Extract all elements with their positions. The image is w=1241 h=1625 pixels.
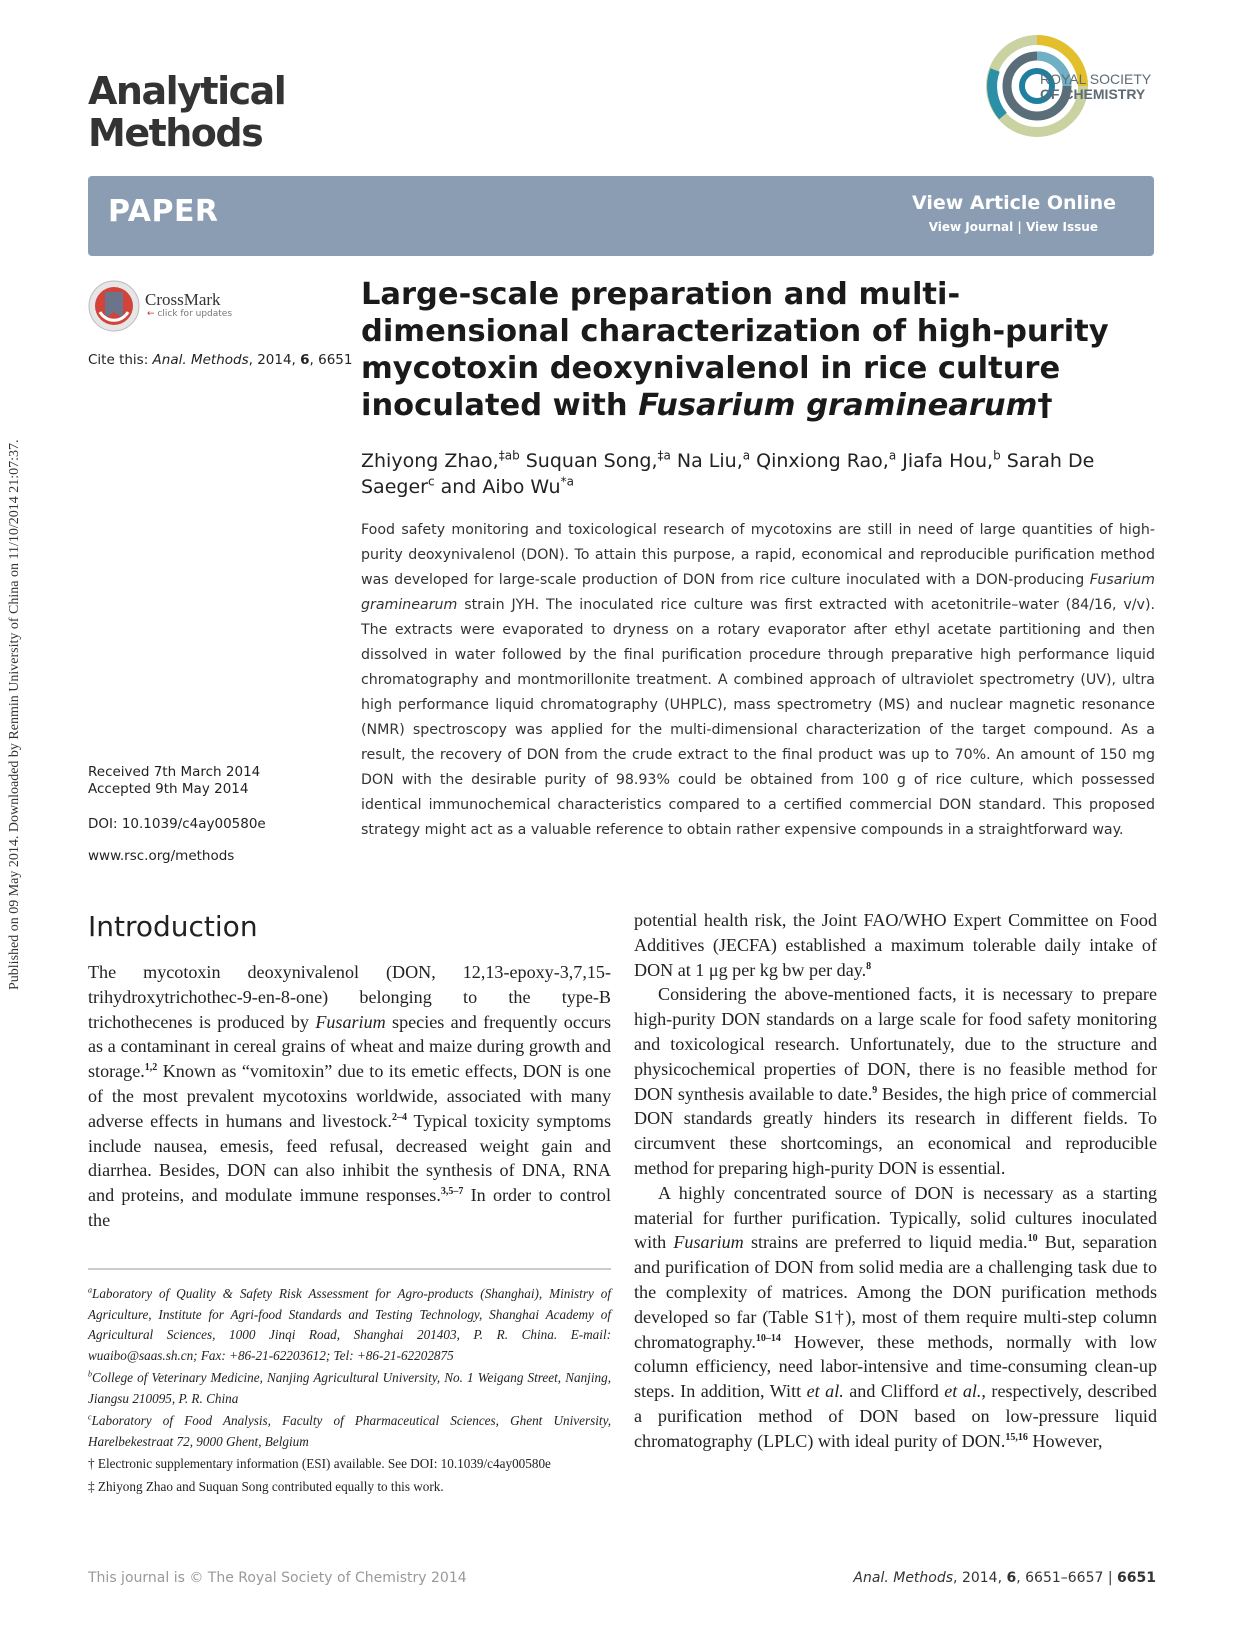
body-column-left	[88, 960, 611, 1233]
text: Known as “vomitoxin” due to its emetic effects, DON is one of the most prevalent mycotoxins worldwide, associated with many adverse effects in humans and livestock.	[88, 1061, 611, 1131]
author: Jiafa Hou,	[896, 450, 994, 472]
author: and Aibo Wu	[434, 476, 561, 498]
title-dagger[interactable]: †	[1037, 388, 1053, 423]
article-title	[361, 276, 1141, 424]
crossmark-label[interactable]: CrossMark	[145, 290, 221, 309]
text-italic: Fusarium	[315, 1011, 386, 1032]
text: and Clifford	[843, 1381, 945, 1402]
body-column-right	[634, 908, 1157, 1454]
cite-journal: Anal. Methods	[152, 352, 249, 368]
accepted-date: Accepted 9th May 2014	[88, 781, 249, 797]
footer-separator: |	[1103, 1570, 1118, 1586]
doi[interactable]: DOI: 10.1039/c4ay00580e	[88, 816, 266, 832]
journal-title-line2: Methods	[88, 111, 263, 155]
footnote-text: College of Veterinary Medicine, Nanjing Agricultural University, No. 1 Weigang Street, Nanjing, Jiangsu 210095, P. R. China	[88, 1370, 611, 1406]
citation-ref[interactable]: 3,5–7	[440, 1186, 464, 1198]
abstract	[361, 518, 1155, 843]
text-italic: et al.	[944, 1381, 982, 1402]
paragraph	[88, 960, 611, 1233]
footnote-marker: b	[88, 1369, 92, 1379]
text: strains are preferred to liquid media.	[743, 1232, 1028, 1253]
footnote-affiliation-a	[88, 1284, 611, 1366]
cite-page: , 6651	[309, 352, 353, 368]
text-italic: et al.	[806, 1381, 844, 1402]
text: potential health risk, the Joint FAO/WHO Expert Committee on Food Additives (JECFA) established a maximum tolerable daily intake of DON at 1 μg per kg bw per day.	[634, 910, 1157, 980]
view-article-online-link[interactable]: View Article Online	[912, 192, 1116, 214]
footer-year: , 2014,	[953, 1570, 1007, 1586]
abstract-italic: Fusarium graminearum	[361, 572, 1155, 613]
author-affil: a	[888, 448, 897, 463]
view-journal-link[interactable]: View Journal	[928, 220, 1014, 234]
text: Considering the above-mentioned facts, it is necessary to prepare high-purity DON standards on a large scale for food safety monitoring and toxicological research. Unfortunately, due to the structure and physicochemical properties of DON, there is no feasible method for DON synthesis available to date.	[634, 984, 1157, 1104]
text: species and frequently occurs as a contaminant in cereal grains of wheat and maize during growth and storage.	[88, 1011, 611, 1082]
title-italic: Fusarium graminearum	[638, 388, 1038, 423]
article-type-banner	[88, 176, 1154, 256]
article-type-label: PAPER	[108, 194, 219, 229]
footnote-divider	[88, 1268, 611, 1270]
text: But, separation and purification of DON from solid media are a challenging task due to the complexity of matrices. Among the DON purification methods developed so far (Table S1†), most of them require multi-step column chromatography.	[634, 1232, 1157, 1352]
footer-page-number: 6651	[1117, 1570, 1156, 1586]
text: Besides, the high price of commercial DON standards greatly hinders its research in different fields. To circumvent these shortcomings, an economical and reproducible method for preparing high-purity DON is essential.	[634, 1083, 1157, 1178]
arrow-left-icon: ←	[147, 309, 155, 319]
citation-ref[interactable]: 15,16	[1005, 1431, 1028, 1443]
footer-pages: , 6651–6657	[1016, 1570, 1104, 1586]
author-list	[361, 448, 1141, 500]
text: , respectively, described a purification method of DON based on low-pressure liquid chromatography (LPLC) with ideal purity of DON.	[634, 1381, 1157, 1451]
author: Zhiyong Zhao,	[361, 450, 499, 472]
text: The mycotoxin deoxynivalenol (DON, 12,13-epoxy-3,7,15-trihydroxytrichothec-9-en-8-one) belonging to the type-B trichothecenes is produced by	[88, 962, 611, 1032]
view-issue-link[interactable]: View Issue	[1025, 220, 1098, 234]
citation-ref[interactable]: 9	[872, 1084, 878, 1096]
author: Sarah De Saeger	[361, 450, 1095, 498]
journal-url[interactable]: www.rsc.org/methods	[88, 848, 235, 864]
text: However, these methods, normally with low column efficiency, need labor-intensive and time-consuming clean-up steps. In addition, Witt	[634, 1331, 1157, 1402]
rsc-logo-text-1: ROYAL SOCIETY	[1040, 71, 1152, 87]
footer-copyright: This journal is © The Royal Society of Chemistry 2014	[88, 1570, 467, 1586]
rsc-logo-icon[interactable]	[985, 30, 1165, 145]
rsc-logo-text-2: OF CHEMISTRY	[1040, 86, 1146, 102]
journal-title-line1: Analytical	[88, 69, 286, 113]
citation-ref[interactable]: 1,2	[144, 1062, 158, 1074]
view-links	[929, 220, 1098, 234]
author-affil: a	[742, 448, 751, 463]
text-italic: Fusarium	[673, 1232, 744, 1253]
footnote-marker: a	[88, 1285, 92, 1295]
abstract-part2: strain JYH. The inoculated rice culture was first extracted with acetonitrile–water (84/16, v/v). The extracts were evaporated to dryness on a rotary evaporator after ethyl acetate partitioning and then dissolved in water followed by the final purification procedure through preparative high performance liquid chromatography and montmorillonite treatment. A combined approach of ultraviolet spectrometry (UV), ultra high performance liquid chromatography (UHPLC), mass spectrometry (MS) and nuclear magnetic resonance (NMR) spectroscopy was applied for the multi-dimensional characterization of the target compound. As a result, the recovery of DON from the crude extract to the final product was up to 70%. An amount of 150 mg DON with the desirable purity of 98.93% could be obtained from 100 g of rice culture, which possessed identical immunochemical characteristics compared to a certified commercial DON standard. This proposed strategy might act as a valuable reference to obtain rather expensive compounds in a straightforward way.	[361, 597, 1155, 838]
citation-ref[interactable]: 10	[1027, 1233, 1038, 1245]
footnote-affiliation-c	[88, 1411, 611, 1452]
footnote-equal-contribution: ‡ Zhiyong Zhao and Suquan Song contributed equally to this work.	[88, 1478, 444, 1494]
author: Na Liu,	[670, 450, 743, 472]
citation-ref[interactable]: 8	[866, 960, 872, 972]
abstract-part1: Food safety monitoring and toxicological research of mycotoxins are still in need of large quantities of high-purity deoxynivalenol (DON). To attain this purpose, a rapid, economical and reproducible purification method was developed for large-scale production of DON from rice culture inoculated with a DON-producing	[361, 522, 1155, 588]
author: Suquan Song,	[519, 450, 658, 472]
footer-volume: 6	[1006, 1570, 1017, 1586]
author: Qinxiong Rao,	[750, 450, 889, 472]
title-main: Large-scale preparation and multi-dimensional characterization of high-purity mycotoxin deoxynivalenol in rice culture inoculated with	[361, 277, 1109, 423]
footer-journal: Anal. Methods	[853, 1570, 954, 1586]
author-affil: b	[993, 448, 1001, 463]
publication-side-note: Published on 09 May 2014. Downloaded by Renmin University of China on 11/10/2014 21:07:37.	[7, 439, 22, 990]
journal-title	[88, 70, 285, 154]
section-heading-introduction: Introduction	[88, 910, 258, 943]
footnote-text: Laboratory of Quality & Safety Risk Assessment for Agro-products (Shanghai), Ministry of Agriculture, Institute for Agri-food Standards and Testing Technology, Shanghai Academy of Agricultural Sciences, 1000 Jinqi Road, Shanghai 201403, P. R. China. E-mail: wuaibo@saas.sh.cn; Fax: +86-21-62203612; Tel: +86-21-62202875	[88, 1286, 611, 1363]
footnotes	[88, 1284, 611, 1499]
cite-volume: 6	[300, 352, 310, 368]
footnote-affiliation-b	[88, 1368, 611, 1409]
paragraph	[634, 1181, 1157, 1454]
text: A highly concentrated source of DON is necessary as a starting material for further purification. Typically, solid cultures inoculated with	[634, 1182, 1157, 1253]
citation-ref[interactable]: 10–14	[755, 1332, 781, 1344]
crossmark-sub	[147, 309, 232, 319]
citation-ref[interactable]: 2–4	[391, 1111, 407, 1123]
paragraph	[634, 908, 1157, 982]
citation	[88, 352, 353, 368]
footnote-text: Laboratory of Food Analysis, Faculty of Pharmaceutical Sciences, Ghent University, Harelbekestraat 72, 9000 Ghent, Belgium	[88, 1413, 611, 1449]
author-affil: ‡a	[657, 448, 671, 463]
text: However,	[1027, 1430, 1103, 1451]
author-affil: ‡ab	[498, 448, 520, 463]
crossmark-sub-text[interactable]: click for updates	[157, 309, 233, 319]
received-date: Received 7th March 2014	[88, 764, 261, 780]
cite-year: , 2014,	[248, 352, 301, 368]
cite-prefix: Cite this:	[88, 352, 153, 368]
footer-citation	[853, 1570, 1156, 1586]
footnote-marker: c	[88, 1412, 92, 1422]
text: In order to control the	[88, 1185, 612, 1230]
dates	[88, 764, 260, 798]
paragraph	[634, 982, 1157, 1180]
author-affil: *a	[560, 474, 574, 489]
view-links-separator: |	[1013, 220, 1026, 234]
author-affil: c	[427, 474, 435, 489]
text: Typical toxicity symptoms include nausea, emesis, feed refusal, decreased weight gain and diarrhea. Besides, DON can also inhibit the synthesis of DNA, RNA and proteins, and modulate immune responses.	[88, 1110, 612, 1206]
footnote-esi[interactable]: † Electronic supplementary information (ESI) available. See DOI: 10.1039/c4ay00580e	[88, 1456, 551, 1471]
